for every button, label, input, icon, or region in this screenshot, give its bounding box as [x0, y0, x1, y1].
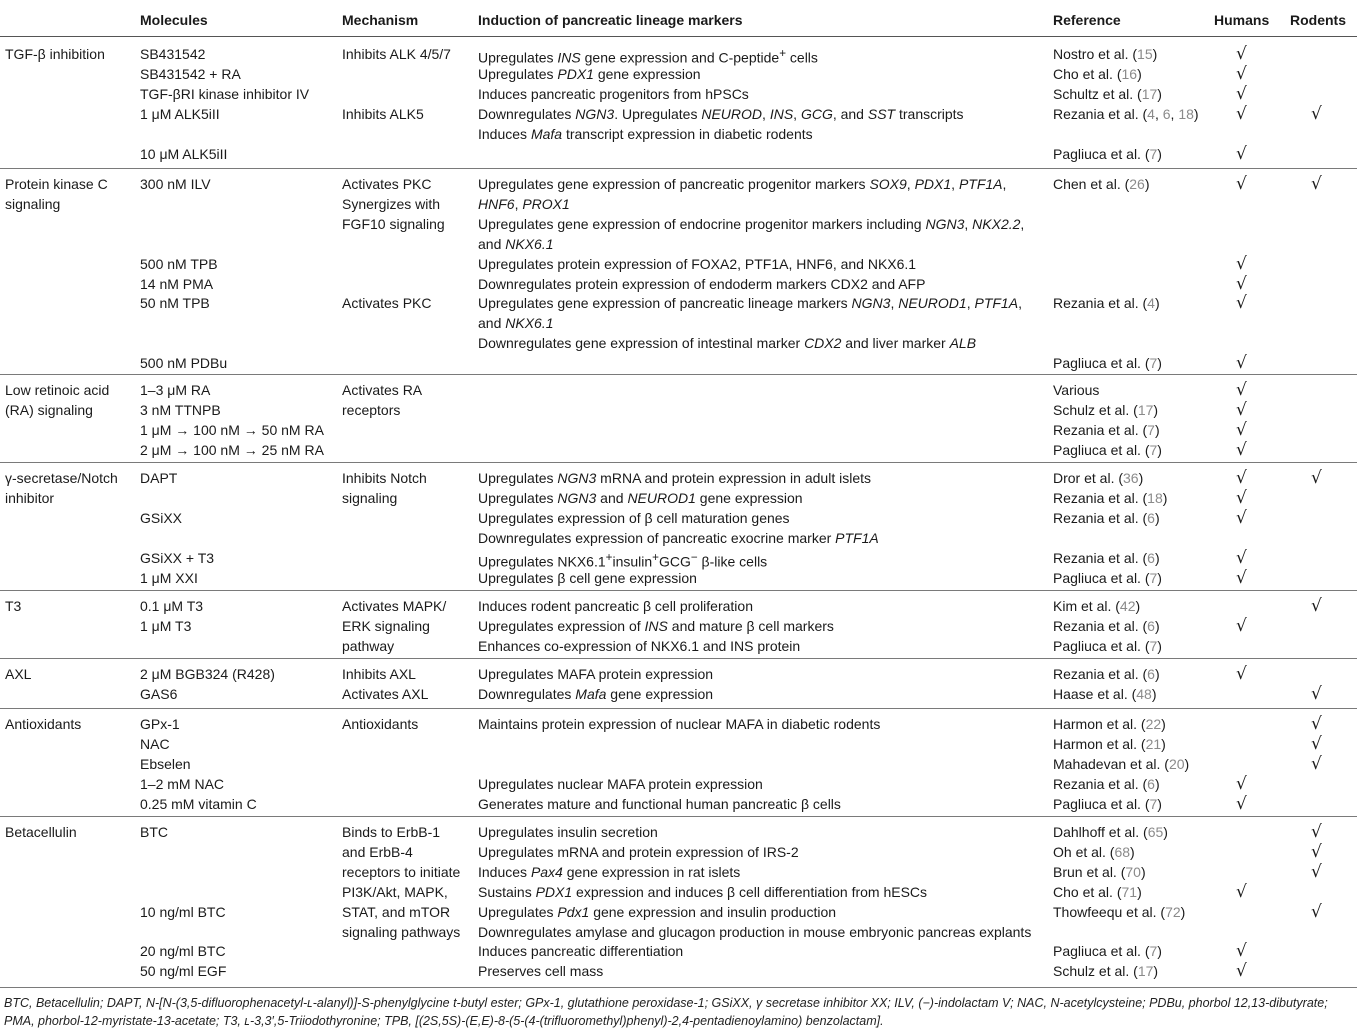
molecule-cell: 1 μM ALK5iII	[140, 105, 220, 122]
rodents-check-icon: √	[1311, 861, 1322, 882]
humans-check-icon: √	[1236, 353, 1247, 374]
reference-cell: Thowfeequ et al. (72)	[1053, 903, 1186, 920]
mechanism-cell: receptors	[342, 401, 401, 418]
mechanism-cell: Activates PKC	[342, 295, 432, 312]
molecule-cell: SB431542 + RA	[140, 65, 241, 82]
humans-check-icon: √	[1236, 83, 1247, 104]
group-label: (RA) signaling	[5, 401, 93, 418]
induction-cell: Upregulates insulin secretion	[478, 824, 658, 840]
molecule-cell: GSiXX	[140, 509, 183, 526]
reference-cell: Haase et al. (48)	[1053, 685, 1157, 702]
reference-cell: Dror et al. (36)	[1053, 470, 1144, 486]
group-divider	[0, 590, 1357, 591]
molecule-cell: BTC	[140, 824, 168, 840]
reference-cell: Pagliuca et al. (7)	[1053, 795, 1162, 812]
humans-check-icon: √	[1236, 773, 1247, 794]
reference-cell: Pagliuca et al. (7)	[1053, 355, 1162, 372]
group-label: TGF-β inhibition	[5, 46, 105, 62]
molecule-cell: Ebselen	[140, 755, 191, 772]
mechanism-cell: Activates PKC	[342, 176, 432, 192]
group-divider	[0, 816, 1357, 817]
mechanism-cell: STAT, and mTOR	[342, 903, 451, 920]
induction-cell: Upregulates β cell gene expression	[478, 569, 697, 586]
molecule-cell: 500 nM PDBu	[140, 355, 228, 372]
induction-cell: HNF6, PROX1	[478, 195, 570, 212]
mechanism-cell: signaling	[342, 489, 398, 506]
table-footnote: BTC, Betacellulin; DAPT, N-[N-(3,5-difluorophenacetyl-ʟ-alanyl)]-S-phenylglycine t-butyl ester; GPx-1, glutathione peroxidase-1; GSiXX, γ secretase inhibitor XX; ILV, (−)-indolactam V; NAC, N-acetylcysteine; PDBu, phorbol 12,13-dibutyrate; PMA, phorbol-12-myristate-13-acetate; T3, ʟ-3,3′,5-Triiodothyronine; TPB, [(2S,5S)-(E,E)-8-(5-(4-(trifluoromethyl)phenyl)-2,4-pentadienoylamino) benzolactam].	[4, 996, 1328, 1028]
humans-check-icon: √	[1236, 961, 1247, 982]
mechanism-cell: receptors to initiate	[342, 863, 461, 880]
header-induction: Induction of pancreatic lineage markers	[478, 12, 743, 28]
mechanism-cell: Activates AXL	[342, 685, 429, 702]
molecule-cell: GPx-1	[140, 716, 180, 732]
humans-check-icon: √	[1236, 468, 1247, 488]
molecule-cell: GSiXX + T3	[140, 549, 215, 566]
rodents-check-icon: √	[1311, 468, 1322, 488]
humans-check-icon: √	[1236, 380, 1247, 400]
induction-cell: Induces pancreatic progenitors from hPSCs	[478, 85, 749, 102]
group-label: γ-secretase/Notch	[5, 470, 118, 486]
humans-check-icon: √	[1236, 293, 1247, 314]
humans-check-icon: √	[1236, 399, 1247, 420]
rodents-check-icon: √	[1311, 683, 1322, 704]
group-divider	[0, 658, 1357, 659]
molecule-cell: 3 nM TTNPB	[140, 401, 221, 418]
reference-cell: Kim et al. (42)	[1053, 598, 1141, 614]
rodents-check-icon: √	[1311, 822, 1322, 842]
induction-cell: Downregulates Mafa gene expression	[478, 685, 714, 702]
reference-cell: Pagliuca et al. (7)	[1053, 441, 1162, 458]
humans-check-icon: √	[1236, 547, 1247, 568]
induction-cell: Upregulates Pdx1 gene expression and insulin production	[478, 903, 837, 920]
induction-cell: Induces Pax4 gene expression in rat islets	[478, 863, 741, 880]
induction-cell: Upregulates NKX6.1+insulin+GCG− β-like cells	[478, 550, 768, 570]
induction-cell: Upregulates NGN3 mRNA and protein expression in adult islets	[478, 470, 871, 486]
molecule-cell: DAPT	[140, 470, 178, 486]
induction-cell: Downregulates protein expression of endoderm markers CDX2 and AFP	[478, 275, 926, 292]
induction-cell: Upregulates expression of INS and mature β cell markers	[478, 617, 834, 634]
table-header	[0, 0, 1357, 38]
molecule-cell: 1–3 μM RA	[140, 382, 211, 398]
reference-cell: Harmon et al. (21)	[1053, 735, 1166, 752]
humans-check-icon: √	[1236, 44, 1247, 64]
molecule-cell: NAC	[140, 735, 170, 752]
molecule-cell: 1–2 mM NAC	[140, 775, 225, 792]
reference-cell: Pagliuca et al. (7)	[1053, 943, 1162, 960]
induction-cell: Maintains protein expression of nuclear MAFA in diabetic rodents	[478, 716, 881, 732]
mechanism-cell: FGF10 signaling	[342, 215, 445, 232]
reference-cell: Rezania et al. (6)	[1053, 617, 1160, 634]
molecule-cell: 1 μM T3	[140, 617, 192, 634]
humans-check-icon: √	[1236, 615, 1247, 636]
induction-cell: Generates mature and functional human pancreatic β cells	[478, 795, 841, 812]
rodents-check-icon: √	[1311, 733, 1322, 754]
reference-cell: Dahlhoff et al. (65)	[1053, 824, 1168, 840]
reference-cell: Pagliuca et al. (7)	[1053, 569, 1162, 586]
induction-cell: Sustains PDX1 expression and induces β cell differentiation from hESCs	[478, 883, 928, 900]
group-label: inhibitor	[5, 489, 55, 506]
reference-cell: Rezania et al. (7)	[1053, 421, 1160, 438]
rodents-check-icon: √	[1311, 841, 1322, 862]
group-label: AXL	[5, 666, 32, 682]
humans-check-icon: √	[1236, 103, 1247, 124]
reference-cell: Nostro et al. (15)	[1053, 46, 1158, 62]
mechanism-cell: and ErbB-4	[342, 843, 413, 860]
mechanism-cell: Activates MAPK/	[342, 598, 447, 614]
reference-cell: Rezania et al. (4, 6, 18)	[1053, 105, 1199, 122]
induction-cell: Downregulates expression of pancreatic exocrine marker PTF1A	[478, 529, 879, 546]
reference-cell: Rezania et al. (6)	[1053, 666, 1160, 682]
molecule-cell: TGF-βRI kinase inhibitor IV	[140, 85, 310, 102]
reference-cell: Pagliuca et al. (7)	[1053, 637, 1162, 654]
humans-check-icon: √	[1236, 567, 1247, 588]
induction-cell: Induces rodent pancreatic β cell proliferation	[478, 598, 753, 614]
induction-cell: Upregulates mRNA and protein expression of IRS-2	[478, 843, 799, 860]
header-rodents: Rodents	[1290, 12, 1346, 28]
molecule-cell: 300 nM ILV	[140, 176, 211, 192]
humans-check-icon: √	[1236, 793, 1247, 814]
induction-cell: Upregulates MAFA protein expression	[478, 666, 714, 682]
reference-cell: Cho et al. (16)	[1053, 65, 1142, 82]
rodents-check-icon: √	[1311, 596, 1322, 616]
mechanism-cell: signaling pathways	[342, 923, 461, 940]
group-label: signaling	[5, 195, 61, 212]
humans-check-icon: √	[1236, 174, 1247, 194]
induction-cell: Upregulates gene expression of pancreatic lineage markers NGN3, NEUROD1, PTF1A,	[478, 295, 1022, 312]
group-label: Protein kinase C	[5, 176, 108, 192]
group-divider	[0, 374, 1357, 375]
header-mechanism: Mechanism	[342, 12, 419, 28]
induction-cell: Induces pancreatic differentiation	[478, 943, 684, 960]
header-molecules: Molecules	[140, 12, 208, 28]
molecule-cell: 14 nM PMA	[140, 275, 214, 292]
molecule-cell: 2 μM BGB324 (R428)	[140, 666, 275, 682]
group-divider	[0, 462, 1357, 463]
humans-check-icon: √	[1236, 664, 1247, 684]
reference-cell: Schulz et al. (17)	[1053, 963, 1159, 980]
reference-cell: Oh et al. (68)	[1053, 843, 1135, 860]
rodents-check-icon: √	[1311, 174, 1322, 194]
induction-cell: Upregulates NGN3 and NEUROD1 gene expression	[478, 489, 803, 506]
molecule-cell: 50 ng/ml EGF	[140, 963, 227, 980]
induction-cell: and NKX6.1	[478, 315, 554, 332]
induction-cell: Enhances co-expression of NKX6.1 and INS protein	[478, 637, 801, 654]
mechanism-cell: Inhibits ALK 4/5/7	[342, 46, 451, 62]
mechanism-cell: Activates RA	[342, 382, 423, 398]
reference-cell: Schultz et al. (17)	[1053, 85, 1162, 102]
humans-check-icon: √	[1236, 143, 1247, 164]
induction-cell: Upregulates gene expression of endocrine progenitor markers including NGN3, NKX2.2,	[478, 215, 1025, 232]
group-label: Antioxidants	[5, 716, 82, 732]
molecule-cell: 50 nM TPB	[140, 295, 210, 312]
induction-cell: Upregulates nuclear MAFA protein expression	[478, 775, 763, 792]
header-rule	[0, 36, 1357, 37]
induction-cell: Preserves cell mass	[478, 963, 604, 980]
induction-cell: Upregulates PDX1 gene expression	[478, 65, 701, 82]
mechanism-cell: Binds to ErbB-1	[342, 824, 441, 840]
induction-cell: Upregulates protein expression of FOXA2, PTF1A, HNF6, and NKX6.1	[478, 255, 917, 272]
induction-cell: Downregulates amylase and glucagon production in mouse embryonic pancreas explants	[478, 923, 1032, 940]
molecule-cell: 2 μM → 100 nM → 25 nM RA	[140, 441, 324, 458]
reference-cell: Rezania et al. (4)	[1053, 295, 1160, 312]
humans-check-icon: √	[1236, 419, 1247, 440]
group-divider	[0, 708, 1357, 709]
reference-cell: Mahadevan et al. (20)	[1053, 755, 1190, 772]
induction-cell: Upregulates gene expression of pancreatic progenitor markers SOX9, PDX1, PTF1A,	[478, 176, 1007, 192]
induction-cell: Upregulates expression of β cell maturation genes	[478, 509, 790, 526]
reference-cell: Rezania et al. (6)	[1053, 549, 1160, 566]
molecule-cell: 0.25 mM vitamin C	[140, 795, 257, 812]
molecule-cell: 10 μM ALK5iII	[140, 145, 228, 162]
humans-check-icon: √	[1236, 507, 1247, 528]
humans-check-icon: √	[1236, 273, 1247, 294]
molecule-cell: GAS6	[140, 685, 178, 702]
mechanism-cell: pathway	[342, 637, 395, 654]
induction-cell: and NKX6.1	[478, 235, 554, 252]
reference-cell: Rezania et al. (6)	[1053, 509, 1160, 526]
molecule-cell: 1 μM → 100 nM → 50 nM RA	[140, 421, 324, 438]
reference-cell: Rezania et al. (18)	[1053, 489, 1168, 506]
group-label: Low retinoic acid	[5, 382, 110, 398]
rodents-check-icon: √	[1311, 714, 1322, 734]
header-humans: Humans	[1214, 12, 1270, 28]
reference-cell: Cho et al. (71)	[1053, 883, 1142, 900]
reference-cell: Rezania et al. (6)	[1053, 775, 1160, 792]
reference-cell: Various	[1053, 382, 1100, 398]
rodents-check-icon: √	[1311, 103, 1322, 124]
molecule-cell: SB431542	[140, 46, 206, 62]
mechanism-cell: Antioxidants	[342, 716, 419, 732]
induction-cell: Upregulates INS gene expression and C-peptide+ cells	[478, 47, 818, 66]
humans-check-icon: √	[1236, 439, 1247, 460]
reference-cell: Schulz et al. (17)	[1053, 401, 1159, 418]
induction-cell: Downregulates gene expression of intestinal marker CDX2 and liver marker ALB	[478, 335, 977, 352]
group-label: T3	[5, 598, 22, 614]
mechanism-cell: Inhibits AXL	[342, 666, 416, 682]
rodents-check-icon: √	[1311, 753, 1322, 774]
molecule-cell: 10 ng/ml BTC	[140, 903, 226, 920]
humans-check-icon: √	[1236, 941, 1247, 962]
reference-cell: Harmon et al. (22)	[1053, 716, 1166, 732]
mechanism-cell: Inhibits ALK5	[342, 105, 424, 122]
induction-cell: Downregulates NGN3. Upregulates NEUROD, INS, GCG, and SST transcripts	[478, 105, 964, 122]
mechanism-cell: PI3K/Akt, MAPK,	[342, 883, 448, 900]
humans-check-icon: √	[1236, 253, 1247, 274]
reference-cell: Pagliuca et al. (7)	[1053, 145, 1162, 162]
reference-cell: Chen et al. (26)	[1053, 176, 1150, 192]
header-reference: Reference	[1053, 12, 1121, 28]
rodents-check-icon: √	[1311, 901, 1322, 922]
group-divider	[0, 987, 1357, 988]
molecule-cell: 0.1 μM T3	[140, 598, 204, 614]
mechanism-cell: Synergizes with	[342, 195, 441, 212]
humans-check-icon: √	[1236, 63, 1247, 84]
mechanism-cell: ERK signaling	[342, 617, 430, 634]
molecule-cell: 20 ng/ml BTC	[140, 943, 226, 960]
group-label: Betacellulin	[5, 824, 77, 840]
molecule-cell: 1 μM XXI	[140, 569, 198, 586]
humans-check-icon: √	[1236, 881, 1247, 902]
induction-cell: Induces Mafa transcript expression in diabetic rodents	[478, 125, 813, 142]
reference-cell: Brun et al. (70)	[1053, 863, 1146, 880]
mechanism-cell: Inhibits Notch	[342, 470, 427, 486]
humans-check-icon: √	[1236, 487, 1247, 508]
group-divider	[0, 168, 1357, 169]
molecule-cell: 500 nM TPB	[140, 255, 218, 272]
